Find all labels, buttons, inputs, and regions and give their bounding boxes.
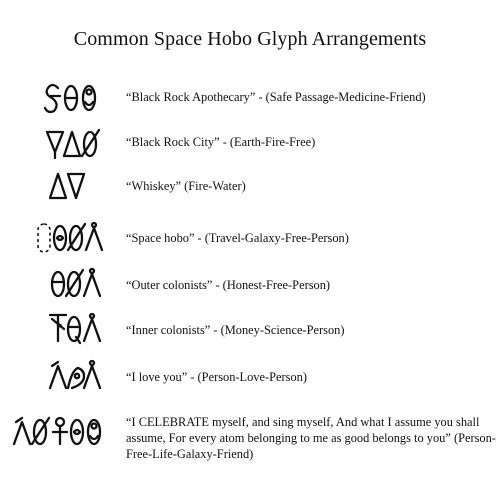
row-label: “Space hobo” - (Travel-Galaxy-Free-Person) [126, 231, 349, 245]
row-label: “Outer colonists” - (Honest-Free-Person) [126, 278, 331, 292]
row-label: “Black Rock City” - (Earth-Fire-Free) [126, 135, 316, 149]
row-label: “I CELEBRATE myself, and sing myself, And what I assume you shall assume, For every atom belonging to me as good belongs to you” (Person-Free-Life-Galaxy-Friend) [126, 415, 496, 461]
fire-glyph-icon [64, 132, 80, 156]
travel-glyph-icon [38, 224, 50, 252]
glyph-sequence [0, 78, 120, 118]
free-glyph-icon [66, 270, 83, 296]
person-glyph-icon [84, 314, 100, 341]
safe-passage-glyph-icon [45, 85, 60, 112]
galaxy-glyph-icon [71, 420, 83, 444]
glyph-sequence [0, 166, 120, 206]
free-glyph-icon [82, 130, 99, 156]
earth-glyph-icon [47, 132, 63, 158]
person-glyph-icon [86, 223, 102, 250]
free-glyph-icon [68, 224, 85, 250]
glyph-sequence [0, 356, 120, 396]
glyph-sequence [0, 124, 120, 164]
glyph-sequence [0, 410, 120, 454]
science-glyph-icon [68, 317, 80, 343]
glyph-sequence [0, 264, 120, 304]
row-label: “Whiskey” (Fire-Water) [126, 179, 246, 193]
row-label: “Inner colonists” - (Money-Science-Person) [126, 323, 345, 337]
life-glyph-icon [53, 418, 67, 444]
water-glyph-icon [68, 174, 84, 198]
row-label: “Black Rock Apothecary” - (Safe Passage-Medicine-Friend) [126, 90, 426, 104]
person-glyph-icon [50, 362, 66, 388]
fire-glyph-icon [50, 174, 66, 198]
friend-glyph-icon [88, 420, 100, 444]
money-glyph-icon [50, 315, 66, 341]
friend-glyph-icon [83, 86, 95, 110]
glyph-sequence [0, 309, 120, 349]
person-glyph-icon [84, 269, 100, 296]
galaxy-glyph-icon [54, 226, 66, 250]
medicine-glyph-icon [65, 86, 77, 110]
page-title: Common Space Hobo Glyph Arrangements [73, 28, 427, 50]
row-label: “I love you” - (Person-Love-Person) [126, 370, 307, 384]
glyph-sequence [0, 216, 120, 260]
honest-glyph-icon [52, 272, 64, 296]
person-glyph-icon [14, 418, 30, 444]
free-glyph-icon [32, 418, 49, 444]
person-glyph-icon [84, 361, 100, 388]
love-glyph-icon [68, 368, 84, 388]
